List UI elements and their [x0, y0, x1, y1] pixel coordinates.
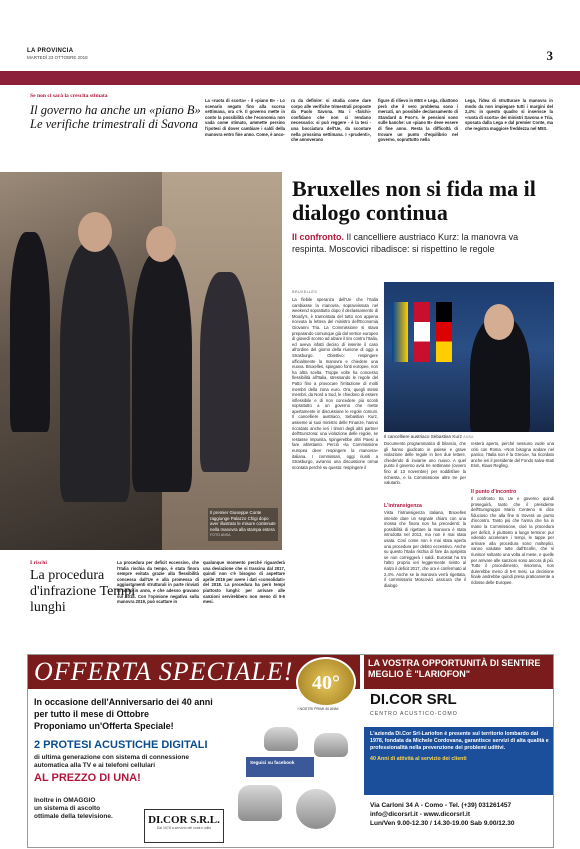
main-col-2b: Vista l'intransigenza italiana, Bruxelles intende dare un segnale chiaro con una mossa che finora non ha precedenti: la possibilità di rigettare la manovra è stata introdotta nel 2013, ma non è mai stata usata. Così come non è mai stata aperta una procedura per debito eccessivo. Anche su questo l'Italia rischia di fare da apripista se non correggerà i saldi. Eurostat ha tra l'altro proprio ieri leggermente rivisto al rialzo il deficit 2017, che ora è confermato al 2,4%. Anche se la manovra verrà rigettata, il commissario Moscovici assicura che il dialogo	[384, 510, 466, 588]
main-col-1: La flebile speranza dell'Ue che l'Italia cambiasse la manovra, sopravvissuta nel weekend soprattutto dopo il declassamento di Moody's, è tramontata del tutto non appena ricevuta la lettera del ministro dell'Economia Giovanni Tria. La Commissione si stava preparando comunque già dal vertice europeo di giovedì scorso ad alzare il tiro contro l'Italia, ed aveva infatti deciso di inserire il caso all'ordine del giorno della riunione di oggi a Strasburgo. Obiettivo: respingere ufficialmente la manovra e chiedere una nuova. Bruxelles, spiegano fonti europee, non ha altra scelta. Troppe volte ha concesso flessibilità all'Italia, stressando le regole del Patto fino a provocare l'irritazione di molti membri della zona euro. Ora, quegli stessi membri, da Nord a Sud, le chiedono di essere inflessibile e di non concedere più sconti soprattutto a un governo che mette apertamente in discussione le regole comuni. Il cancelliere austriaco, Sebastian Kurz, assieme ai suoi ministro delle Finanze, hanno ricordato anche ieri i timori degli altri partner dell'Eurozona: una violazione delle regole, se restasse impunita, spingerebbe altri Paesi a fare altrettanto. Perciò «la Commissione europea deve respingere la manovra» italiana. I commissari, oggi riuniti a Strasburgo, avranno una discussione ormai scontata perché su questo: respingere il	[292, 297, 378, 470]
caption-credit: ANSA	[463, 435, 474, 439]
photo-face	[484, 304, 514, 340]
side-story-col-2: qualunque momento perché riguarderà una deviazione che si trascina dal 2017, quindi non c'è bisogno di aspettare aprile 2019 per avere i dati «consolidati» del 2018. La procedura ha però tempi piuttosto lunghi: per arrivare alle sanzioni servirebbero non meno di 5-6 mesi.	[203, 560, 285, 605]
main-col-2: Documento programmatico di bilancio, che gli hanno giudicato in palese e grave violazione delle regole in ben due lettere, chiedendo di inviarne uno nuovo. A quel punto il governo avrà tre settimane (ovvero fino al 13 novembre) per soddisfare la richiesta, e la Commissione altre tre per valutarlo.	[384, 441, 466, 486]
ad-detail-1: di ultima generazione con sistema di connessione	[34, 754, 189, 761]
photo-figure	[10, 232, 50, 432]
ad-right-heading: LA VOSTRA OPPORTUNITÀ DI SENTIRE MEGLIO È "LARIOFON"	[364, 655, 554, 689]
ad-right-panel	[364, 655, 554, 848]
logo-tagline: Dal 1978 a servizio del vostro udito	[156, 826, 212, 830]
main-col-3: resterà aperto, perché nessuno vuole una crisi con Roma. «Non bisogna andare nel panico, l'Italia non è la Grecia», ha ricordato anche ieri il presidente del Fondo salva-Stati Esm, Klaus Regling.	[471, 441, 554, 469]
kurz-photo	[384, 282, 554, 432]
top-story-col-1: La «ruota di scorta» - il «piano B» - Lo scenario negato fino alla scorsa settimana, ora c'è. Il governo mette in conto la possibilità che l'economia non vada come stimato, ammette persino l'ipotesi di dover cambiare i saldi della manovra entro fine anno. Come, è anco-	[205, 98, 285, 137]
photo-figure	[200, 272, 250, 472]
side-story-col-1: La procedura per deficit eccessivo, che l'Italia rischia da tempo, è stata finora sempre evitata grazie alla flessibilità concessa dall'Ue e alla promessa di aggiustamenti strutturali in parte rinviati di anno in anno, e che adesso gravano sul 2018. Con l'opinione negativa sulla manovra 2019, può scattare in	[117, 560, 199, 605]
company-years: 40 Anni di attività al servizio dei clienti	[370, 756, 467, 762]
company-address: Via Carloni 34 A - Como - Tel. (+39) 031261457	[370, 802, 512, 809]
subtitle-punto-incontro: Il punto d'incontro	[471, 489, 517, 495]
hearing-aid-image	[314, 733, 348, 757]
ad-extra-3: ottimale della televisione.	[34, 813, 113, 820]
newspaper-name: LA PROVINCIA	[27, 48, 74, 54]
facebook-link[interactable]: Seguici su facebook	[246, 757, 314, 777]
ad-detail-2: automatica alla TV e ai telefoni cellulari	[34, 762, 156, 769]
side-story-headline: La procedura d'infrazione Tempi lunghi	[30, 568, 136, 615]
logo-name: DI.COR S.R.L.	[148, 814, 220, 826]
company-name: DI.COR SRL	[370, 691, 457, 708]
ad-title: OFFERTA SPECIALE!	[28, 655, 360, 689]
company-description-text: L'azienda Di.Cor Srl-Lariofon è presente sul territorio lombardo dal 1978, fondata da Michele Cordovana, garantisce servizi di alta qualità e professionalità nella prevenzione dei problemi uditivi.	[370, 731, 549, 751]
company-hours: Lun/Ven 9.00-12.30 / 14.30-19.00 Sab 9.00/12.30	[370, 820, 515, 827]
top-story-col-2: ra da definire: si studia come dare corpo alle verifiche trimestrali proposte da Paolo Savona. Ma i «falchi» confidano che non ci rendano necessario: si può reggere - è la tesi - una bocciatura dell'Ue, da scontare nella prossima settimana. I «prudenti», che annoverano	[291, 98, 371, 143]
main-headline: Bruxelles non si fida ma il dialogo continua	[292, 176, 536, 225]
hearing-aid-image	[264, 727, 298, 751]
kurz-photo-caption	[384, 434, 554, 439]
header-bar	[0, 71, 580, 85]
caption-credit: FOTO ANSA	[210, 533, 231, 538]
ad-line-1: In occasione dell'Anniversario dei 40 anni	[34, 697, 213, 707]
ad-left-panel	[28, 655, 360, 848]
conte-photo	[0, 172, 282, 550]
advertisement[interactable]	[27, 654, 554, 848]
byline: BRUXELLES	[292, 290, 318, 294]
section-label: Il confronto.	[292, 232, 344, 242]
top-story-col-3: figure di rilievo in M5S e Lega, ribattono però che il vero problema sono i mercati, un possibile declassamento di Standard & Poor's. le pensioni sono sulle banche: un «piano B» deve essere di fine anno. Resta la difficoltà di trovare un punto d'equilibrio nel governo, soprattutto nella	[378, 98, 458, 143]
main-col-3b: Il confronto tra Ue e governo quindi proseguirà, tanto che il presidente dell'Eurogruppo Mario Centeno si dice fiducioso che alla fine si troverà un punto d'incontro. Tanto più che l'arma che ha in mano la Commissione, cioè la procedura per deficit, è piuttosto a lungo termine: pur volendo accelerare i tempi, le tappe per arrivare alla procedura sono molteplici, vanno valutate tutte dall'Ecofin, che si riunisce soltanto una volta al mese, e quelle per arrivare alle sanzioni sono ancora di più. Tutto il procedimento, insomma, non durerebbe meno di 5-6 mesi. La decisione finale andrebbe quindi presa praticamente a ridosso delle Europee.	[471, 496, 554, 585]
hearing-aid-image	[238, 785, 282, 821]
ad-highlight-1: 2 PROTESI ACUSTICHE DIGITALI	[34, 739, 208, 751]
masthead	[27, 48, 553, 70]
photo-face	[78, 212, 112, 252]
ad-highlight-2: AL PREZZO DI UNA!	[34, 772, 141, 784]
subhead-text: Il cancelliere austriaco Kurz: la manovra va respinta. Moscovici ribadisce: si rispettino le regole	[292, 232, 519, 254]
company-web[interactable]: info@dicorsrl.it - www.dicorsrl.it	[370, 811, 470, 818]
top-story-headline: Il governo ha anche un «piano B» Le verifiche trimestrali di Savona	[30, 103, 201, 131]
ad-extra-2: un sistema di ascolto	[34, 805, 101, 812]
ad-line-3: Proponiamo un'Offerta Speciale!	[34, 721, 174, 731]
hearing-aid-image	[296, 789, 336, 829]
top-story-kicker: Se non ci sarà la crescita stimata	[30, 93, 108, 99]
anniversary-badge-caption: I NOSTRI PRIMI 40 ANNI	[297, 707, 339, 711]
company-description	[364, 727, 554, 795]
main-subhead	[292, 231, 554, 255]
photo-flag	[392, 302, 408, 362]
conte-photo-caption	[208, 508, 278, 541]
photo-figure	[60, 242, 130, 502]
photo-flag	[414, 302, 430, 362]
caption-text: Il cancelliere austriaco Sebastian Kurz	[384, 434, 462, 439]
photo-face	[146, 226, 176, 262]
dicor-logo-box	[144, 809, 224, 843]
photo-flag	[436, 302, 452, 362]
ad-line-2: per tutto il mese di Ottobre	[34, 709, 150, 719]
anniversary-badge: 40°	[296, 657, 356, 707]
caption-text: Il premier Giuseppe Conte raggiunge Palazzo Chigi dopo aver illustrato le misure contenute nella manovra alla stampa estera	[210, 510, 276, 532]
subtitle-intransigenza: L'intransigenza	[384, 503, 422, 509]
side-story-kicker: I rischi	[30, 560, 47, 566]
ad-extra-1: Inoltre in OMAGGIO	[34, 797, 96, 804]
top-story-col-4: Lega, l'idea di strutturare la manovra in modo da non impiegare tutti i margini del 2,4%: in questo quadro si inserisce la «ruota di scorta» dei ministri Savona e Tria, sposata dalla Lega e dal premier Conte, ma che registra maggiore freddezza nel M5S.	[465, 98, 553, 131]
page-number: 3	[546, 48, 553, 63]
company-contact	[370, 801, 515, 828]
photo-figure	[132, 252, 192, 492]
company-subtitle: CENTRO ACUSTICO-COMO	[370, 711, 458, 717]
issue-date: MARTEDÌ 23 OTTOBRE 2018	[27, 55, 88, 60]
